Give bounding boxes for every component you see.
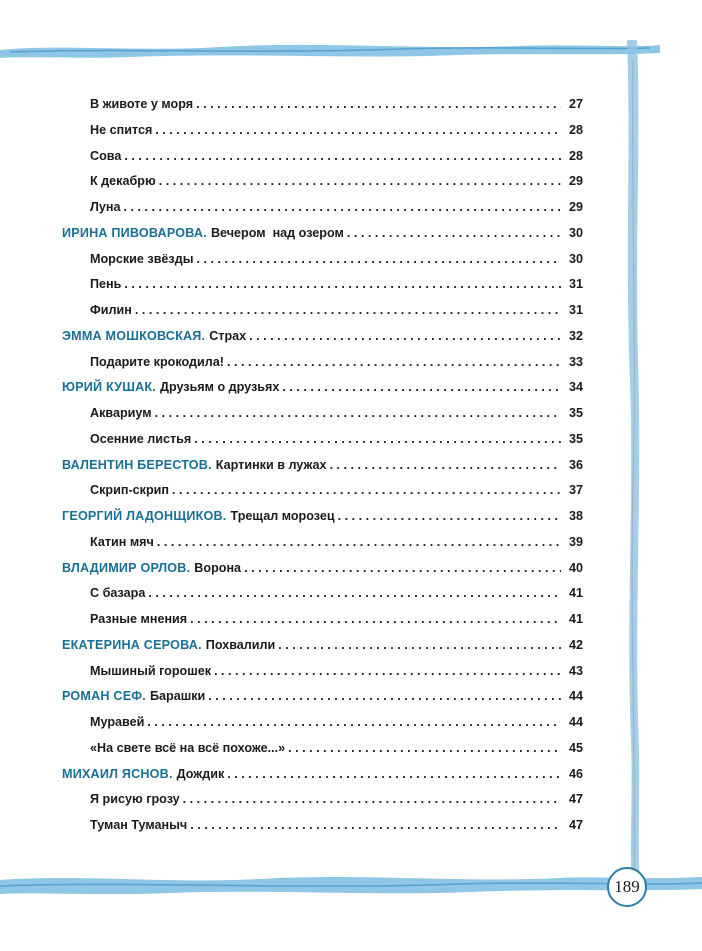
dot-leader (148, 581, 561, 607)
toc-entry (62, 324, 583, 350)
toc-author: ЮРИЙ КУШАК. (62, 380, 156, 395)
dot-leader (338, 504, 561, 530)
toc-title: Скрип-скрип (90, 483, 169, 498)
toc-title: Аквариум (90, 406, 152, 420)
toc-title: Ворона (194, 560, 242, 575)
toc-entry (62, 736, 583, 762)
dot-leader (196, 247, 561, 273)
toc-entry (62, 607, 583, 633)
toc-page: 44 (568, 715, 583, 729)
toc-title: Трещал морозец (230, 509, 335, 523)
toc-author: ГЕОРГИЙ ЛАДОНЩИКОВ. (62, 509, 227, 523)
toc-page: 33 (568, 354, 583, 369)
toc-title: Я рисую грозу (90, 792, 180, 807)
toc-entry (62, 762, 583, 788)
dot-leader (147, 710, 561, 736)
toc-entry (62, 272, 583, 298)
toc-entry (62, 92, 583, 118)
toc-title: Катин мяч (90, 534, 154, 549)
dot-leader (244, 556, 561, 582)
toc-page: 46 (568, 766, 583, 781)
toc-title: Мышиный горошек (90, 663, 212, 678)
toc-title: Страх (209, 328, 247, 343)
toc-entry (62, 813, 583, 839)
toc-title: Муравей (90, 715, 145, 729)
toc-page: 28 (568, 148, 583, 163)
dot-leader (278, 633, 561, 659)
toc-page: 28 (568, 122, 583, 137)
toc-page: 35 (568, 406, 583, 420)
toc-page: 30 (568, 251, 583, 266)
toc-page: 41 (568, 586, 583, 601)
toc-entry (62, 427, 583, 453)
dot-leader (157, 530, 561, 556)
toc-title: В животе у моря (90, 97, 194, 111)
dot-leader (227, 762, 561, 788)
dot-leader (288, 736, 561, 762)
toc-author: ВАЛЕНТИН БЕРЕСТОВ. (62, 457, 212, 472)
toc-page: 34 (568, 380, 583, 395)
toc-entry (62, 710, 583, 736)
toc-title: Разные мнения (90, 612, 188, 626)
toc-title: С базара (90, 586, 146, 601)
toc-page: 43 (568, 663, 583, 678)
toc-title: Похвалили (205, 637, 276, 652)
toc-page: 29 (568, 200, 583, 214)
dot-leader (249, 324, 561, 350)
toc-page: 40 (568, 560, 583, 575)
dot-leader (124, 144, 561, 170)
toc-page: 47 (568, 818, 583, 832)
toc-title: Филин (90, 303, 132, 317)
toc-page: 38 (568, 509, 583, 523)
dot-leader (282, 375, 561, 401)
toc-entry (62, 556, 583, 582)
toc-page: 44 (568, 689, 583, 704)
toc-entry (62, 581, 583, 607)
toc-title: Картинки в лужах (215, 457, 327, 472)
toc-author: ИРИНА ПИВОВАРОВА. (62, 225, 207, 240)
toc-page: 36 (568, 457, 583, 472)
toc-author: ЕКАТЕРИНА СЕРОВА. (62, 637, 202, 652)
toc-page: 45 (568, 740, 583, 755)
toc-title: К декабрю (90, 174, 156, 189)
dot-leader (196, 92, 561, 118)
toc-entry (62, 684, 583, 710)
dot-leader (190, 813, 561, 839)
toc-entry (62, 478, 583, 504)
toc-title: Подарите крокодила! (90, 354, 224, 369)
page-number-badge (607, 867, 647, 907)
toc-page: 42 (568, 637, 583, 652)
toc-entry (62, 453, 583, 479)
toc-title: Дождик (176, 766, 225, 781)
toc-title: Луна (90, 200, 121, 214)
toc-author: РОМАН СЕФ. (62, 689, 146, 704)
toc-entry (62, 659, 583, 685)
toc-title: «На свете всё на всё похоже...» (90, 740, 286, 755)
toc-title: Вечером над озером (210, 225, 344, 240)
toc-author: МИХАИЛ ЯСНОВ. (62, 766, 173, 781)
toc-page: 39 (568, 534, 583, 549)
toc-page: 31 (568, 277, 583, 292)
dot-leader (124, 272, 561, 298)
toc-entry (62, 401, 583, 427)
toc-title: Барашки (149, 689, 206, 704)
dot-leader (183, 787, 561, 813)
toc-author: ВЛАДИМИР ОРЛОВ. (62, 560, 191, 575)
toc-entry (62, 195, 583, 221)
dot-leader (208, 684, 561, 710)
toc-page: 29 (568, 174, 583, 189)
dot-leader (190, 607, 561, 633)
toc-page: 32 (568, 328, 583, 343)
toc-entry (62, 247, 583, 273)
toc-entry (62, 221, 583, 247)
dot-leader (135, 298, 561, 324)
dot-leader (155, 401, 561, 427)
toc-page: 35 (568, 431, 583, 446)
page-number: 189 (614, 877, 640, 896)
toc-entry (62, 169, 583, 195)
dot-leader (159, 169, 561, 195)
dot-leader (227, 350, 561, 376)
toc-title: Сова (90, 148, 122, 163)
dot-leader (123, 195, 561, 221)
toc-page: 31 (568, 303, 583, 317)
dot-leader (172, 478, 561, 504)
dot-leader (214, 659, 561, 685)
toc-entry (62, 375, 583, 401)
toc-title: Осенние листья (90, 431, 192, 446)
toc-page: 37 (568, 483, 583, 498)
toc-title: Туман Туманыч (90, 818, 188, 832)
frame-top-stroke (0, 45, 660, 58)
toc-page: 30 (568, 225, 583, 240)
toc-title: Морские звёзды (90, 251, 194, 266)
toc-entry (62, 504, 583, 530)
toc-entry (62, 633, 583, 659)
toc-entry (62, 144, 583, 170)
dot-leader (347, 221, 561, 247)
toc-title: Друзьям о друзьях (159, 380, 280, 395)
toc-title: Не спится (90, 122, 153, 137)
toc-author: ЭММА МОШКОВСКАЯ. (62, 328, 206, 343)
toc-entry (62, 530, 583, 556)
toc-entry (62, 787, 583, 813)
toc-page: 41 (568, 612, 583, 626)
dot-leader (330, 453, 561, 479)
toc-page: 47 (568, 792, 583, 807)
toc-title: Пень (90, 277, 122, 292)
toc-page: 27 (568, 97, 583, 111)
toc-entry (62, 350, 583, 376)
dot-leader (194, 427, 561, 453)
dot-leader (155, 118, 561, 144)
table-of-contents (62, 92, 583, 839)
toc-entry (62, 298, 583, 324)
toc-entry (62, 118, 583, 144)
